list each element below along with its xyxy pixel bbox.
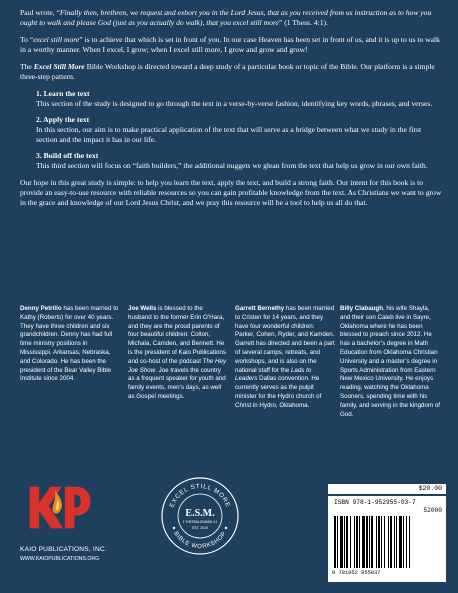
author-name: Billy Clabaugh (340, 305, 383, 312)
author-name: Joe Wells (128, 305, 157, 312)
barcode-bar (378, 516, 380, 568)
isbn-barcode (328, 496, 446, 582)
barcode-bar (356, 516, 358, 568)
scripture-quote: Finally then, brethren, we request and exhort you in the Lord Jesus, that as you received from us instruction as to how you ought to walk and please God (just as you actually do walk), that you excel still more (20, 8, 432, 28)
barcode-bar (394, 516, 395, 568)
author-name: Garrett Bernethy (235, 305, 285, 312)
barcode-bar (399, 516, 402, 568)
step-learn (36, 89, 444, 109)
barcode-bar (340, 516, 343, 568)
author-bio-garrett-bernethy: Garrett Bernethy has been married to Cristen for 14 years, and they have four wonderful children: Parker, Cohen, Ryder, and Kamden. Garrett has directed and been a part of several camps, retreats, and workshops, and is also on the national staff for the Lads to Leaders Dallas convention. He currently serves as the pulpit minister for the Hydro church of Christ in Hydro, Oklahoma. (235, 305, 335, 409)
svg-text:BIBLE WORKSHOP (172, 531, 227, 550)
price-label: $20.00 (328, 484, 446, 494)
intro-text (20, 8, 444, 215)
svg-text:EXCEL STILL MORE (168, 483, 231, 509)
author-bio-denny-petrillo: Denny Petrillo has been married to Kathy (Roberts) for over 40 years. They have three children and six grandchildren. Denny has had full time ministry positions in Mississippi, Arkansas, Nebraska, and Colorado. He has been the president of the Bear Valley Bible Institute since 2004. (20, 305, 119, 383)
barcode-bar (406, 516, 407, 568)
publisher-url: WWW.KAIOPUBLICATIONS.ORG (20, 556, 100, 562)
barcode-bar (403, 516, 404, 568)
author-name: Denny Petrillo (20, 305, 62, 312)
barcode-digits: 9 781952 955037 (332, 570, 381, 576)
publisher-name: KAIO PUBLICATIONS, INC. (20, 546, 107, 553)
barcode-bar (376, 516, 377, 568)
barcode-bar (334, 516, 336, 568)
barcode-bar (388, 516, 389, 568)
barcode-bar (354, 516, 355, 568)
barcode-bar (409, 516, 410, 568)
barcode-bar (396, 516, 397, 568)
seal-verse: 1 THESSALONIANS 4:1 (182, 520, 218, 524)
step-build (36, 151, 444, 171)
barcode-bar (362, 516, 365, 568)
seal-est: EST. 2019 (192, 526, 208, 530)
barcode-bar (350, 516, 351, 568)
step-body: In this section, our aim is to make practical application of the text that will serve as a bridge between what we study in the first section and the impact it has in our life. (36, 125, 422, 145)
step-title: 3. Build off the text (36, 151, 99, 161)
author-bio-billy-clabaugh: Billy Clabaugh, his wife Shayla, and their son Caleb live in Sayre, Oklahoma where he has been blessed to preach since 2012. He has a bachelor’s degree in Math Education from Oklahoma Christian University and a master’s degree in Sports Administration from Eastern New Mexico University. He enjoys reading, watching the Oklahoma Sooners, spending time with his family, and serving in the kingdom of God. (340, 305, 440, 418)
seal-center-text: E.S.M. (185, 508, 215, 519)
kaio-publications-logo (20, 482, 130, 577)
step-body: This third section will focus on “faith builders,” the additional nuggets we glean from the text that help us grow in our own faith. (36, 161, 428, 171)
intro-paragraph-2: To “excel still more” is to achieve that which is set in front of you. In our case Heaven has been set in front of us, and it is up to us to walk in a worthy manner. When I excel, I grow; when I excel still more, I grow and grow and grow! (20, 35, 440, 55)
intro-paragraph-3: The Excel Still More Bible Workshop is directed toward a deep study of a particular book or topic of the Bible. Our platform is a simple three-step pattern. (20, 62, 435, 82)
price-code: 52000 (423, 507, 442, 514)
step-title: 2. Apply the text (36, 115, 90, 125)
barcode-bar (369, 516, 370, 568)
barcode-bar (381, 516, 382, 568)
barcode-icon (334, 516, 440, 568)
intro-paragraph-1: Paul wrote, “Finally then, brethren, we request and exhort you in the Lord Jesus, that as you received from us instruction as to how you ought to walk and please God (just as you actually do walk), that you excel still more” (1 Thess. 4:1). (20, 8, 432, 28)
barcode-bar (390, 516, 392, 568)
step-body: This section of the study is designed to go through the text in a verse-by-verse fashion, identifying key words, phrases, and verses. (36, 99, 433, 109)
steps-list (36, 89, 444, 171)
seal-top-text: EXCEL STILL MORE (168, 482, 232, 509)
author-bio-joe-wells: Joe Wells is blessed to the husband to the former Erin O’Hara, and they are the proud parents of four beautiful children: Colton, Michala, Camden, and Bennett. He is the president of Kaio Publications and co-host of the podcast The Hey Joe Show. Joe travels the country as a frequent speaker for youth and family events, men’s days, as well as Gospel meetings. (128, 305, 227, 400)
barcode-bar (371, 516, 373, 568)
barcode-bar (337, 516, 338, 568)
step-apply (36, 115, 444, 145)
isbn-number: ISBN 978-1-952955-03-7 (334, 499, 416, 506)
step-title: 1. Learn the text (36, 89, 90, 99)
barcode-bar (344, 516, 345, 568)
intro-paragraph-4: Our hope in this great study is simple: to help you learn the text, apply the text, and build a strong faith. Our intent for this book is to provide an easy-to-use resource with reliable resources so you can gain profitable knowledge from the text. As Christians we want to grow in the grace and knowledge of our Lord Jesus Christ, and we pray this resource will be a tool to help us all do that. (20, 178, 442, 208)
barcode-bar (384, 516, 385, 568)
seal-bottom-text: BIBLE WORKSHOP (172, 530, 228, 551)
seal-dot-icon (225, 527, 227, 529)
author-bios (20, 305, 444, 477)
barcode-bar (346, 516, 348, 568)
seal-dot-icon (173, 527, 175, 529)
barcode-bar (366, 516, 368, 568)
kp-flame-logo-icon (20, 482, 100, 530)
barcode-bar (359, 516, 360, 568)
excel-still-more-seal (160, 476, 240, 556)
